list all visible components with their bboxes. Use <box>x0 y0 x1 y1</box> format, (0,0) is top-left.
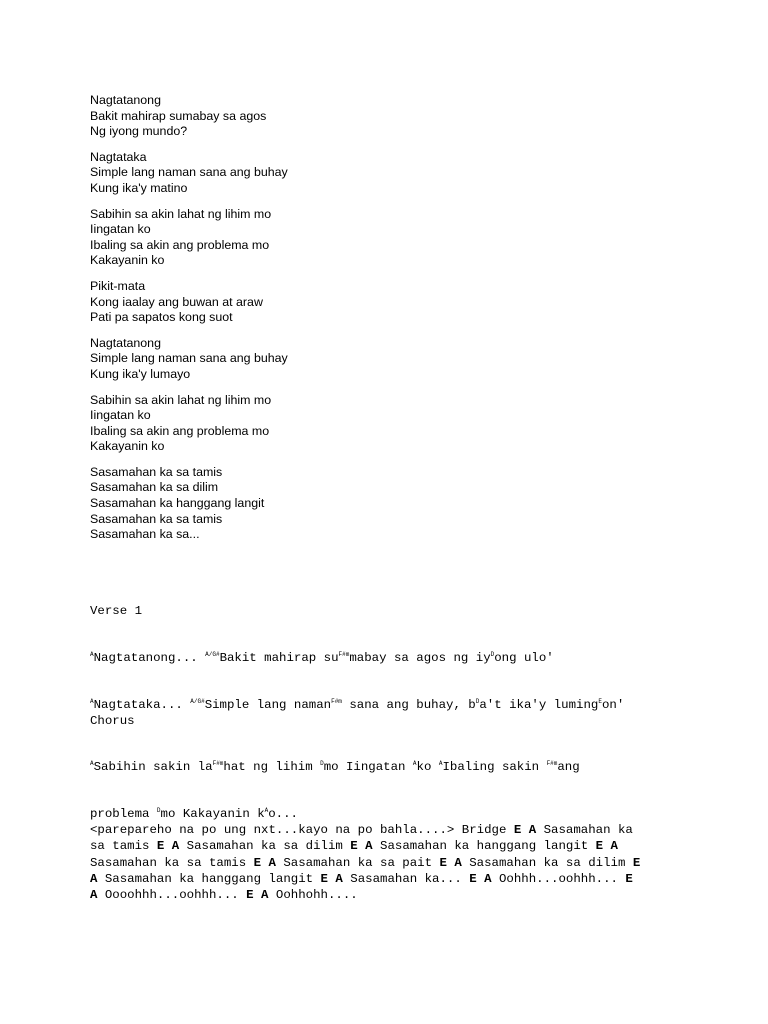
lyric-line: Pikit-mata <box>90 278 146 293</box>
lyric-line: Nagtataka <box>90 149 147 164</box>
chord-text: ang <box>557 760 580 774</box>
chord-bold: E A <box>469 871 492 886</box>
section-label-chorus <box>90 713 690 729</box>
chord-bold: E A <box>350 839 373 854</box>
chord-text: Sasamahan ka sa pait <box>275 855 440 870</box>
chord-marker: A <box>264 807 269 814</box>
chord-text: mo Kakayanin k <box>160 807 265 821</box>
lyric-line: Kakayanin ko <box>90 253 165 268</box>
chord-marker: A <box>90 698 94 705</box>
chord-marker: D <box>475 698 480 705</box>
chord-marker: E <box>598 698 602 705</box>
lyric-line: Ibaling sa akin ang problema mo <box>90 237 270 252</box>
chord-text: sana ang buhay, b <box>341 698 476 712</box>
chord-marker: D <box>156 807 161 814</box>
bridge-line <box>90 806 690 822</box>
chord-text: Oohhohh.... <box>268 888 358 903</box>
lyric-stanza <box>90 207 690 269</box>
chord-line <box>90 759 690 775</box>
chord-text: <parepareho na po ung nxt...kayo na po bahla....> Bridge <box>90 823 514 838</box>
lyric-line: Sasamahan ka sa dilim <box>90 480 219 495</box>
lyric-line: Nagtatanong <box>90 335 161 350</box>
bridge-line <box>90 855 690 871</box>
chord-bold: A <box>90 888 98 903</box>
lyric-stanza <box>90 393 690 455</box>
chord-text: o... <box>268 807 298 821</box>
chord-text: Sasamahan ka hanggang langit <box>372 839 596 854</box>
lyric-line: Ibaling sa akin ang problema mo <box>90 423 270 438</box>
chord-line <box>90 650 690 666</box>
bridge-line <box>90 838 690 854</box>
chord-marker: D <box>490 651 495 658</box>
bridge-line <box>90 871 690 887</box>
chord-text: Sasamahan ka hanggang langit <box>97 871 321 886</box>
chord-bold: E A <box>595 839 618 854</box>
lyric-line: Kong iaalay ang buwan at araw <box>90 294 263 309</box>
chord-text: Sasamahan ka... <box>342 871 470 886</box>
lyric-line: Pati pa sapatos kong suot <box>90 310 233 325</box>
chord-bold: E <box>625 871 633 886</box>
lyric-line: Iingatan ko <box>90 222 151 237</box>
chord-bold: E A <box>253 855 276 870</box>
chord-bold: E A <box>320 871 343 886</box>
chord-text: Nagtataka... <box>93 698 191 712</box>
lyric-stanza <box>90 465 690 543</box>
chord-text: mo Iingatan <box>323 760 413 774</box>
chord-text: Oohhh...oohhh... <box>491 871 626 886</box>
lyric-line: Kung ika'y lumayo <box>90 366 191 381</box>
chord-text: ko <box>416 760 439 774</box>
chord-text: problema <box>90 807 157 821</box>
bridge-line <box>90 822 690 838</box>
chord-marker: A/G# <box>205 651 220 658</box>
chord-text: Sasamahan ka sa dilim <box>461 855 633 870</box>
lyric-line: Kakayanin ko <box>90 439 165 454</box>
chord-bold: E A <box>156 839 180 854</box>
chord-text: Nagtatanong... <box>93 651 206 665</box>
chord-marker: F#m <box>331 698 342 705</box>
lyric-line: Iingatan ko <box>90 408 151 423</box>
chord-text: Sabihin sakin la <box>93 760 213 774</box>
chord-text: Sasamahan ka sa tamis <box>90 855 254 870</box>
chord-text: Sasamahan ka sa dilim <box>179 839 351 854</box>
lyric-line: Sabihin sa akin lahat ng lihim mo <box>90 206 272 221</box>
chord-marker: D <box>320 760 324 767</box>
lyrics-section <box>90 93 690 553</box>
chord-marker: A <box>90 760 94 767</box>
lyric-line: Kung ika'y matino <box>90 180 188 195</box>
lyric-line: Nagtatanong <box>90 93 161 107</box>
chord-text: on' <box>601 698 625 712</box>
chord-text: ong ulo' <box>494 651 554 665</box>
chord-text: a't ika'y luming <box>479 698 599 712</box>
lyric-line: Sasamahan ka sa tamis <box>90 464 223 479</box>
verse-label: Verse 1 <box>90 604 143 618</box>
chord-text: Oooohhh...oohhh... <box>97 888 247 903</box>
chord-bold: E <box>632 855 641 870</box>
chord-bold: E A <box>246 888 269 903</box>
chord-marker: F#m <box>212 760 224 767</box>
chord-text: Chorus <box>90 714 135 729</box>
lyric-line: Sasamahan ka hanggang langit <box>90 496 265 511</box>
lyric-line: Ng iyong mundo? <box>90 124 188 139</box>
lyric-line: Simple lang naman sana ang buhay <box>90 351 288 366</box>
bridge-block <box>90 806 690 903</box>
lyric-line: Bakit mahirap sumabay sa agos <box>90 108 267 123</box>
chord-bold: A <box>90 871 98 886</box>
chord-marker: F#m <box>338 651 350 658</box>
bridge-line <box>90 887 690 903</box>
chord-line-text <box>90 697 690 713</box>
chord-text: Sasamahan ka <box>536 823 633 838</box>
lyric-stanza <box>90 279 690 326</box>
lyric-stanza <box>90 93 690 140</box>
chord-line <box>90 697 690 729</box>
lyric-stanza <box>90 336 690 383</box>
lyric-line: Sabihin sa akin lahat ng lihim mo <box>90 392 272 407</box>
chord-marker: F#m <box>546 760 558 767</box>
chord-marker: A <box>412 760 417 767</box>
chord-marker: A/G# <box>190 698 205 705</box>
lyric-line: Sasamahan ka sa... <box>90 527 200 542</box>
lyric-line: Simple lang naman sana ang buhay <box>90 165 288 180</box>
chord-text: Ibaling sakin <box>442 760 547 774</box>
chord-marker: A <box>438 760 443 767</box>
chord-bold: E A <box>439 855 462 870</box>
chord-text: Bakit mahirap su <box>219 651 339 665</box>
chord-text: mabay sa agos ng iy <box>349 651 491 665</box>
chord-bold: E A <box>513 823 537 838</box>
chord-text: hat ng lihim <box>223 760 321 774</box>
chord-marker: A <box>90 651 94 658</box>
chord-text: sa tamis <box>90 839 157 854</box>
lyric-stanza <box>90 150 690 197</box>
lyric-line: Sasamahan ka sa tamis <box>90 511 223 526</box>
chord-text: Simple lang naman <box>204 698 332 712</box>
